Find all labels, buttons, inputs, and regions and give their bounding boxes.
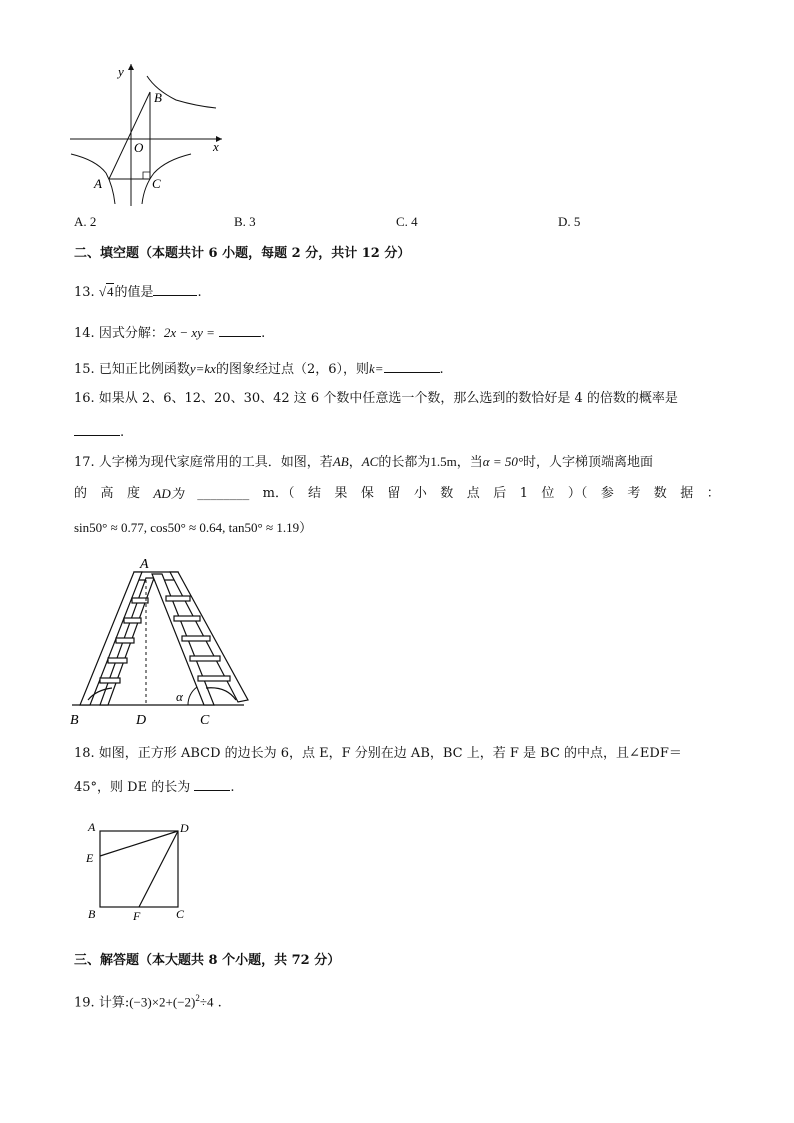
q17-word: 高 (100, 486, 114, 501)
label-b: B (70, 713, 79, 728)
q19-end: . (217, 995, 222, 1011)
question-18-line-2 (74, 776, 235, 798)
q17-word: 保 (360, 486, 374, 501)
q17-word: 小 (413, 486, 427, 501)
right-rung (182, 636, 210, 641)
right-angle-mark (143, 172, 150, 179)
label-d: D (136, 713, 147, 728)
q13-radicand: 4 (106, 284, 114, 299)
question-15 (74, 358, 444, 380)
q14-number: 14. (74, 326, 95, 341)
q17-word: m．（ (262, 486, 295, 501)
q13-text: 的值是 (114, 285, 154, 300)
q17-word: 数 (440, 486, 454, 501)
q17-ab: AB (332, 454, 349, 469)
q14-expression: 2x − xy = (163, 325, 215, 340)
question-19 (74, 988, 222, 1013)
q15-end: . (439, 362, 444, 377)
q17-word: 留 (387, 486, 401, 501)
q17-word: 点 (466, 486, 480, 501)
q17-comma: ， (348, 455, 362, 470)
question-17-line-3: sin50° ≈ 0.77, cos50° ≈ 0.64, tan50° ≈ 1.19） (74, 520, 313, 535)
q14-answer-blank[interactable] (219, 322, 261, 337)
right-rung (174, 616, 200, 621)
q13-answer-blank[interactable] (153, 281, 197, 296)
ladder-figure (66, 554, 256, 732)
q17-ad: AD为 (153, 486, 184, 501)
q16-end: . (120, 425, 125, 440)
q17-word: ）（ (567, 486, 588, 501)
q15-k: k= (368, 361, 384, 376)
label-c: C (200, 713, 210, 728)
option-c[interactable]: C. 4 (396, 214, 418, 229)
option-a[interactable]: A. 2 (74, 214, 97, 229)
q17-word: 据 (680, 486, 694, 501)
label-b: B (88, 907, 96, 921)
q17-word: 参 (600, 486, 614, 501)
q14-end: . (261, 326, 266, 341)
question-16-line-2 (74, 421, 124, 443)
right-rung (190, 656, 220, 661)
q15-pre: 已知正比例函数 (98, 362, 190, 377)
q17-word: 数 (653, 486, 667, 501)
q17-word: 后 (493, 486, 507, 501)
q14-text: 因式分解： (98, 326, 164, 341)
question-17-line-1 (74, 452, 653, 473)
q17-text-b: 的长都为 (378, 455, 431, 470)
question-14 (74, 322, 265, 344)
q13-number: 13. (74, 285, 95, 300)
hyperbola-branch-q3 (71, 154, 115, 204)
q19-number: 19. (74, 995, 95, 1011)
right-rung (166, 596, 190, 601)
q17-word: 结 (307, 486, 321, 501)
q15-answer-blank[interactable] (384, 358, 440, 373)
label-c: C (176, 907, 185, 921)
q17-text-c: ，当 (456, 455, 483, 470)
left-rung (116, 638, 134, 643)
segment-ab (109, 92, 150, 179)
q13-end: . (197, 285, 202, 300)
q15-function: y=kx (189, 361, 216, 376)
label-o: O (134, 140, 144, 155)
q17-length: 1.5m (430, 454, 457, 469)
label-e: E (86, 851, 94, 865)
left-rung (124, 618, 141, 623)
label-y: y (118, 64, 124, 79)
q17-word: 位 (541, 486, 555, 501)
q18-text: 45°，则 DE 的长为 (74, 780, 191, 795)
left-rung (100, 678, 120, 683)
label-a: A (88, 820, 96, 834)
section-2-heading: 二、填空题（本题共计 6 小题，每题 2 分，共计 12 分） (74, 246, 411, 261)
q16-answer-blank[interactable] (74, 421, 120, 436)
segment-df (139, 831, 178, 907)
label-a: A (140, 557, 149, 572)
square-figure (80, 816, 200, 928)
left-rung (108, 658, 127, 663)
q19-tail: ÷4 (199, 994, 214, 1010)
q17-text-d: 时，人字梯顶端离地面 (523, 455, 654, 470)
q19-expression: (−3)×2+(−2) (129, 994, 196, 1010)
label-b: B (154, 90, 162, 105)
q17-word: 度 (126, 486, 140, 501)
q17-answer-blank[interactable]: ________ (197, 486, 250, 501)
q17-text-a: 17. 人字梯为现代家庭常用的工具．如图，若 (74, 455, 333, 470)
label-x: x (213, 139, 219, 154)
label-a: A (94, 176, 102, 191)
q13-radical-sign: √ (98, 284, 106, 299)
question-18-line-1: 18. 如图，正方形 ABCD 的边长为 6，点 E，F 分别在边 AB，BC 上，若 F 是 BC 的中点，且∠EDF＝ (74, 746, 682, 761)
option-d[interactable]: D. 5 (558, 214, 581, 229)
q19-exponent: 2 (195, 993, 200, 1003)
label-alpha: α (176, 689, 183, 704)
q18-answer-blank[interactable] (194, 776, 230, 791)
q17-alpha: α = 50° (482, 454, 524, 469)
hyperbola-figure (66, 58, 236, 208)
label-f: F (133, 909, 141, 923)
angle-alpha-arc (188, 687, 197, 705)
section-3-heading: 三、解答题（本大题共 8 个小题，共 72 分） (74, 953, 341, 968)
q15-mid: 的图象经过点（2，6），则 (215, 362, 369, 377)
option-b[interactable]: B. 3 (234, 214, 256, 229)
label-d: D (180, 821, 189, 835)
q17-word: ： (706, 486, 720, 501)
right-rung (198, 676, 230, 681)
q17-word: 考 (627, 486, 641, 501)
q17-ac: AC (361, 454, 379, 469)
q19-label: 计算: (98, 995, 130, 1011)
q15-number: 15. (74, 362, 95, 377)
question-17-line-2 (74, 484, 720, 504)
q17-word: 的 (74, 486, 88, 501)
q18-end: . (230, 780, 235, 795)
q17-word: 1 (519, 486, 528, 501)
q17-word: 果 (334, 486, 348, 501)
square-abcd (100, 831, 178, 907)
label-c: C (152, 176, 161, 191)
segment-de (100, 831, 178, 856)
question-13 (74, 281, 202, 303)
question-16-line-1: 16. 如果从 2、6、12、20、30、42 这 6 个数中任意选一个数，那么选到的数恰好是 4 的倍数的概率是 (74, 391, 678, 406)
